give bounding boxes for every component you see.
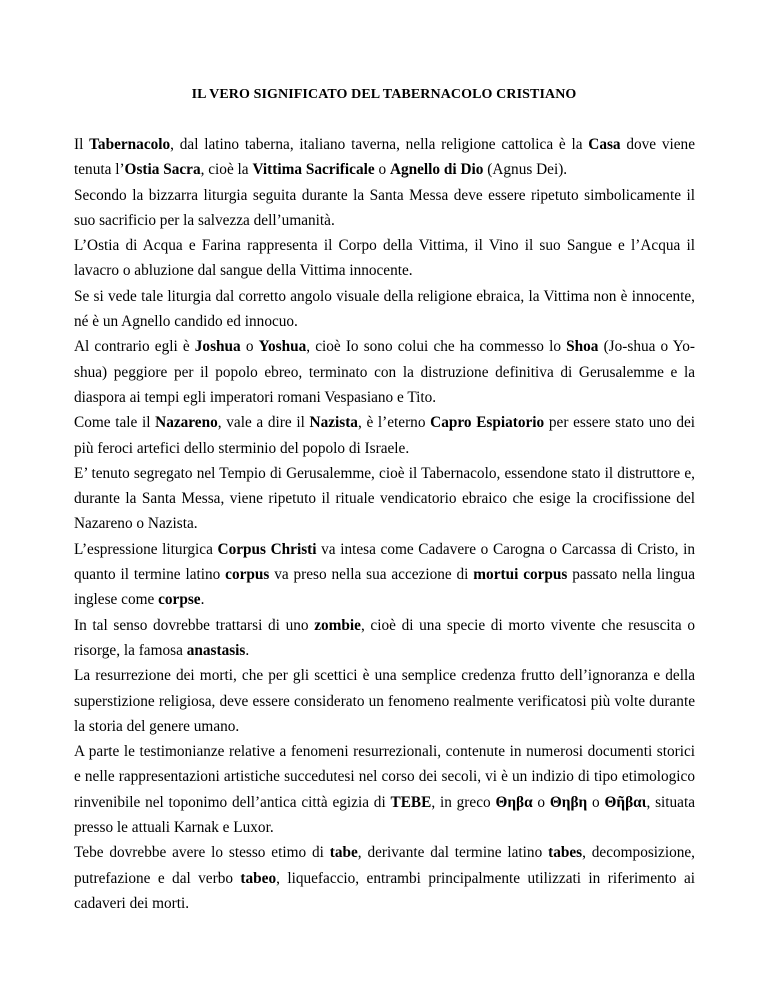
bold-text: tabe xyxy=(329,844,358,862)
paragraph xyxy=(74,132,695,183)
paragraph xyxy=(74,334,695,410)
text-run: (Jo-shua o Yo-shua) peggiore per il popolo ebreo, terminato con la distruzione definitiva di Gerusalemme e la diaspora ai tempi egli imperatori romani Vespasiano e Tito. xyxy=(74,338,696,406)
text-run: va intesa come Cadavere o Carogna o Carcassa di Cristo, in quanto il termine latino xyxy=(74,540,695,584)
paragraph xyxy=(74,183,695,234)
bold-text: TEBE xyxy=(390,793,432,811)
paragraph xyxy=(74,284,695,335)
bold-text: mortui corpus xyxy=(473,566,568,584)
bold-text: Yoshua xyxy=(258,338,307,356)
text-run: In tal senso dovrebbe trattarsi di uno xyxy=(74,616,315,634)
text-run: L’Ostia di Acqua e Farina rappresenta il Corpo della Vittima, il Vino il suo Sangue e l’Acqua il lavacro o abluzione dal sangue della Vittima innocente. xyxy=(74,237,695,280)
text-run: , decomposizione, putrefazione e dal verbo xyxy=(74,844,696,887)
text-run: Secondo la bizzarra liturgia seguita durante la Santa Messa deve essere ripetuto simbolicamente il suo sacrificio per la salvezza dell’umanità. xyxy=(74,186,695,229)
bold-text: corpse xyxy=(158,591,201,609)
text-run: o xyxy=(587,793,605,811)
paragraph xyxy=(74,410,695,461)
paragraph xyxy=(74,461,695,537)
paragraph xyxy=(74,663,695,739)
bold-text: zombie xyxy=(314,616,361,634)
text-run: Come tale il xyxy=(74,414,156,432)
text-run: passato nella lingua inglese come xyxy=(74,566,695,609)
bold-text: Shoa xyxy=(566,338,599,356)
text-run: , cioè di una specie di morto vivente che resuscita o risorge, la famosa xyxy=(74,616,695,659)
text-run: Tebe dovrebbe avere lo stesso etimo di xyxy=(74,844,330,862)
text-run: , liquefaccio, entrambi principalmente utilizzati in riferimento ai cadaveri dei morti. xyxy=(74,869,695,912)
text-run: Se si vede tale liturgia dal corretto angolo visuale della religione ebraica, la Vittima non è innocente, né è un Agnello candido ed innocuo. xyxy=(74,287,695,331)
text-run: Al contrario egli è xyxy=(74,338,195,356)
paragraph xyxy=(74,537,695,613)
text-run: La resurrezione dei morti, che per gli scettici è una semplice credenza frutto dell’ignoranza e della superstizione religiosa, deve essere considerato un fenomeno realmente verificatosi più volte durante la storia del genere umano. xyxy=(74,667,695,735)
paragraph xyxy=(74,840,695,916)
text-run: E’ tenuto segregato nel Tempio di Gerusalemme, cioè il Tabernacolo, essendone stato il distruttore e, durante la Santa Messa, viene ripetuto il rituale vendicatorio ebraico che esige la crocifissione del Nazareno o Nazista. xyxy=(74,464,695,533)
text-run: , vale a dire il xyxy=(217,414,310,432)
bold-text: Casa xyxy=(588,136,621,153)
text-run: per essere stato uno dei più feroci artefici dello sterminio del popolo di Israele. xyxy=(74,414,696,457)
bold-text: Agnello di Dio xyxy=(389,161,484,179)
bold-text: corpus xyxy=(225,566,270,584)
bold-text: tabes xyxy=(548,844,583,862)
bold-text: Corpus Christi xyxy=(217,540,317,558)
text-run: , situata presso le attuali Karnak e Luxor. xyxy=(74,793,695,837)
bold-text: Nazista xyxy=(309,414,358,432)
text-run: L’espressione liturgica xyxy=(74,540,218,558)
text-run: , dal latino taberna, italiano taverna, nella religione cattolica è la xyxy=(170,136,589,153)
text-run: , cioè la xyxy=(200,161,253,179)
text-run: o xyxy=(532,793,550,811)
bold-text: Nazareno xyxy=(155,414,218,432)
text-run: , derivante dal termine latino xyxy=(357,844,549,862)
document-title: IL VERO SIGNIFICATO DEL TABERNACOLO CRISTIANO xyxy=(191,87,577,102)
document-body xyxy=(74,132,695,916)
bold-text: Tabernacolo xyxy=(89,136,171,153)
text-run: o xyxy=(374,161,390,179)
text-run: . xyxy=(245,641,250,659)
text-run: Il xyxy=(74,136,90,153)
paragraph xyxy=(74,613,695,664)
text-run: , è l’eterno xyxy=(357,414,431,432)
text-run: dove viene tenuta l’ xyxy=(74,136,695,179)
bold-text: Joshua xyxy=(194,338,241,356)
text-run: va preso nella sua accezione di xyxy=(269,566,474,584)
bold-text: Θῆβαι xyxy=(604,793,647,811)
bold-text: Ostia Sacra xyxy=(124,161,201,179)
text-run: , cioè Io sono colui che ha commesso lo xyxy=(306,338,567,356)
text-run: A parte le testimonianze relative a fenomeni resurrezionali, contenute in numerosi documenti storici e nelle rappresentazioni artistiche succedutesi nel corso dei secoli, vi è un indizio di tipo etimologico rinvenibile nel toponimo dell’antica città egizia di xyxy=(74,743,695,811)
bold-text: tabeo xyxy=(240,869,277,887)
text-run: o xyxy=(240,338,259,356)
text-run: , in greco xyxy=(431,793,496,811)
paragraph xyxy=(74,233,695,284)
bold-text: Θηβα xyxy=(495,793,533,811)
text-run: . xyxy=(200,591,205,609)
text-run: (Agnus Dei). xyxy=(483,161,568,179)
paragraph xyxy=(74,739,695,840)
bold-text: Vittima Sacrificale xyxy=(252,161,375,179)
bold-text: Θηβη xyxy=(549,793,588,811)
bold-text: anastasis xyxy=(186,641,246,659)
bold-text: Capro Espiatorio xyxy=(430,414,545,432)
